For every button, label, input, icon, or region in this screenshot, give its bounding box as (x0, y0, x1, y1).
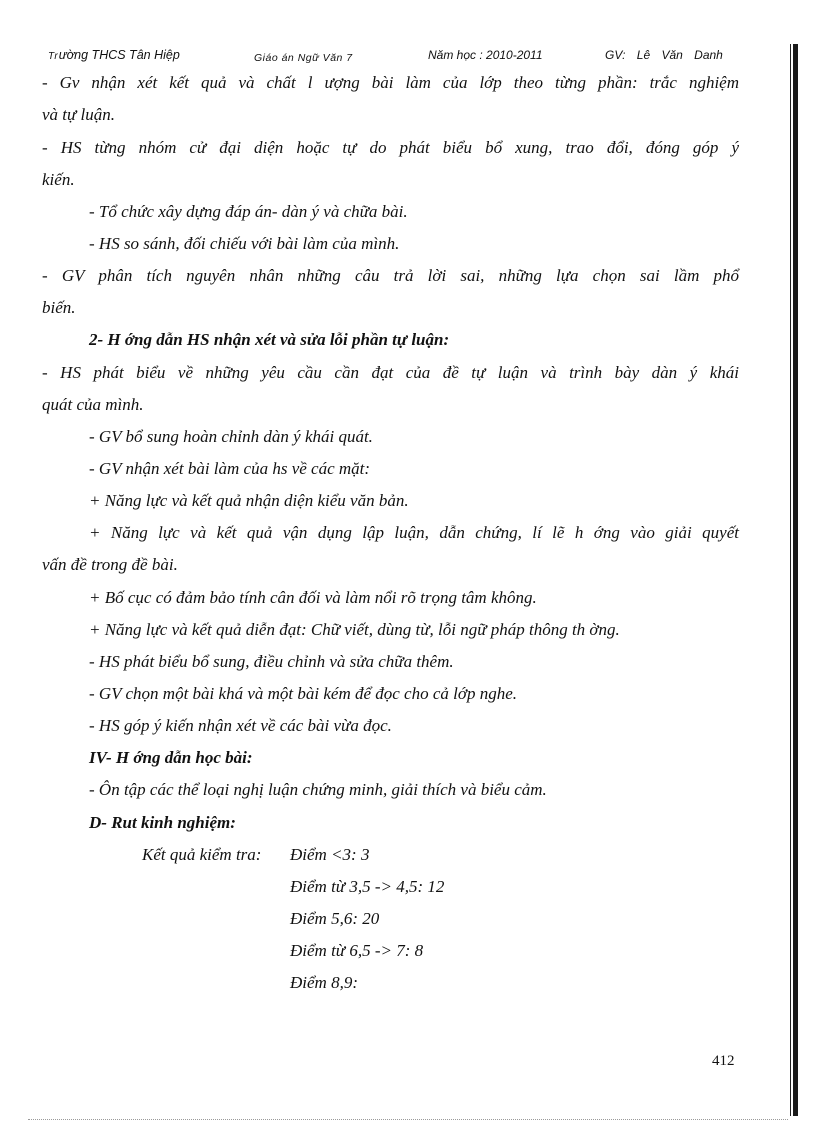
results-label: Kết quả kiểm tra: (142, 845, 262, 864)
bottom-dotted-rule (28, 1119, 788, 1120)
header-school (48, 48, 180, 62)
body-line: - HS phát biểu bổ sung, điều chỉnh và sửa chữa thêm. (89, 652, 454, 671)
body-line: - Ôn tập các thể loại nghị luận chứng minh, giải thích và biểu cảm. (89, 780, 547, 799)
section-heading: D- Rut kinh nghiệm: (89, 813, 236, 832)
result-row: Điểm 8,9: (290, 973, 358, 992)
section-heading: IV- H ớng dẫn học bài: (89, 748, 253, 767)
body-line: và tự luận. (42, 105, 116, 124)
body-line: quát của mình. (42, 395, 144, 414)
body-line: - HS góp ý kiến nhận xét về các bài vừa đọc. (89, 716, 392, 735)
body-line: + Năng lực và kết quả vận dụng lập luận, dẫn chứng, lí lẽ h ớng vào giải quyết (89, 523, 739, 542)
body-line: kiến. (42, 170, 75, 189)
body-line: - HS phát biểu về những yêu cầu cần đạt của đề tự luận và trình bày dàn ý khái (42, 363, 739, 382)
body-line: - GV chọn một bài khá và một bài kém để đọc cho cả lớp nghe. (89, 684, 517, 703)
body-line: + Bố cục có đảm bảo tính cân đối và làm nổi rõ trọng tâm không. (89, 588, 537, 607)
body-line: vấn đề trong đề bài. (42, 555, 178, 574)
body-line: - GV bổ sung hoàn chỉnh dàn ý khái quát. (89, 427, 373, 446)
result-row: Điểm 5,6: 20 (290, 909, 380, 928)
result-row: Điểm <3: 3 (290, 845, 370, 864)
section-heading: 2- H ớng dẫn HS nhận xét và sửa lỗi phần tự luận: (89, 330, 450, 349)
body-line: biến. (42, 298, 76, 317)
body-line: - GV nhận xét bài làm của hs về các mặt: (89, 459, 371, 478)
body-line: - HS so sánh, đối chiếu với bài làm của mình. (89, 234, 400, 253)
right-border-thin-line (790, 44, 791, 1116)
body-line: - Gv nhận xét kết quả và chất l ượng bài làm của lớp theo từng phần: trắc nghiệm (42, 73, 739, 92)
result-row: Điểm từ 6,5 -> 7: 8 (290, 941, 424, 960)
body-line: - HS từng nhóm cử đại diện hoặc tự do phát biểu bổ xung, trao đổi, đóng góp ý (42, 138, 739, 157)
header-school-year: Năm học : 2010-2011 (428, 48, 543, 62)
right-border-thick-line (793, 44, 798, 1116)
header-school-name: ường THCS Tân Hiệp (58, 48, 180, 62)
body-line: + Năng lực và kết quả diễn đạt: Chữ viết, dùng từ, lỗi ngữ pháp thông th ờng. (89, 620, 620, 639)
body-line: - Tổ chức xây dựng đáp án- dàn ý và chữa bài. (89, 202, 408, 221)
header-subject: Giáo án Ngữ Văn 7 (254, 52, 353, 64)
header-school-prefix: Tr (48, 51, 59, 62)
result-row: Điểm từ 3,5 -> 4,5: 12 (290, 877, 445, 896)
header-teacher: GV: Lê Văn Danh (605, 48, 723, 62)
page-number: 412 (712, 1053, 735, 1069)
body-line: - GV phân tích nguyên nhân những câu trả lời sai, những lựa chọn sai lầm phổ (42, 266, 739, 285)
body-line: + Năng lực và kết quả nhận diện kiểu văn bản. (89, 491, 409, 510)
